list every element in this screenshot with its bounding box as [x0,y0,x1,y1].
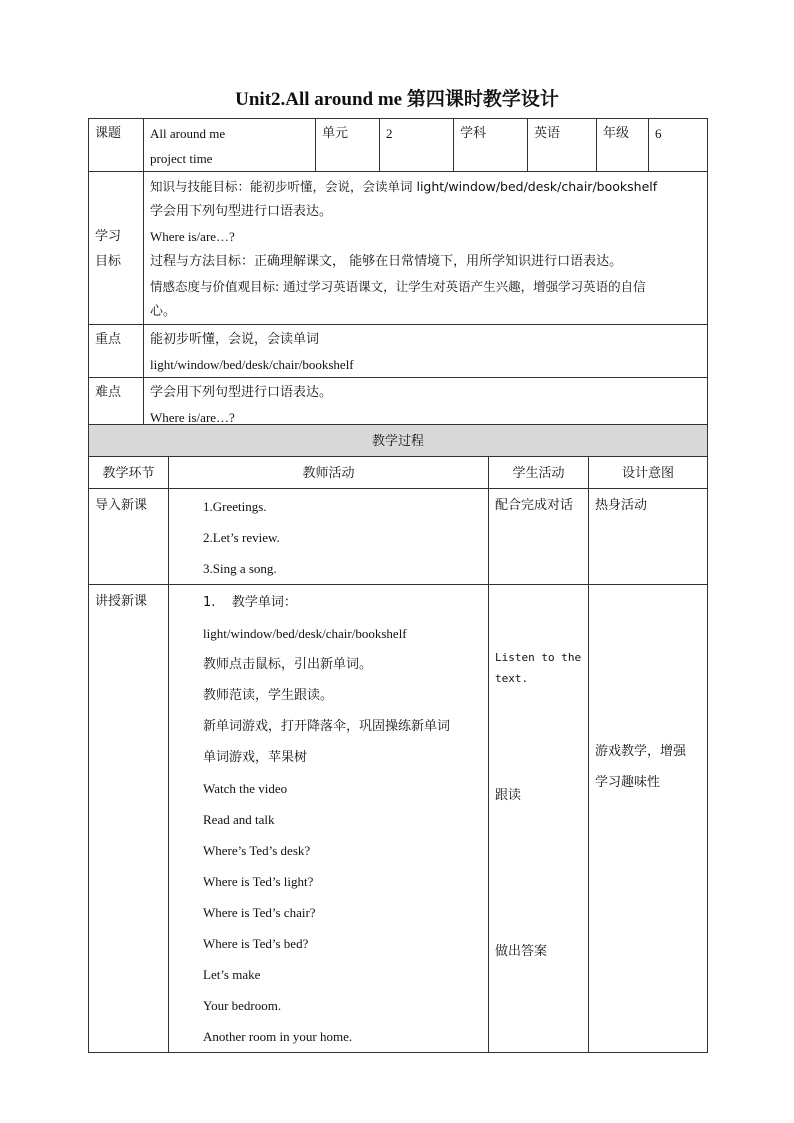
unit-label: 单元 [316,119,380,172]
key-points-line-2: light/window/bed/desk/chair/bookshelf [150,357,354,372]
teaching-step: light/window/bed/desk/chair/bookshelf [203,626,407,641]
teaching-step: Read and talk [203,812,275,827]
teaching-step: Where’s Ted’s desk? [203,843,311,858]
teaching-step: Where is Ted’s chair? [203,905,316,920]
purpose-line-2: 学习趣味性 [595,775,661,790]
goals-label [89,172,144,325]
difficulties-content [144,378,708,431]
process-header-row [89,457,708,489]
teaching-row [89,585,708,1053]
goals-content [144,172,708,325]
difficulties-line-2: Where is/are…? [150,410,235,425]
header-teacher: 教师活动 [169,457,489,489]
key-points-line-1: 能初步听懂，会说，会读单词 [150,332,320,347]
teaching-purpose [589,585,708,1053]
teaching-teacher [169,585,489,1053]
topic-value [144,119,316,172]
teaching-step: Where is Ted’s light? [203,874,314,889]
header-stage: 教学环节 [89,457,169,489]
intro-step: 2.Let’s review. [203,530,280,545]
subject-value: 英语 [528,119,597,172]
teaching-step: 单词游戏，苹果树 [203,750,308,765]
goal-line: 情感态度与价值观目标: 通过学习英语课文，让学生对英语产生兴趣，增强学习英语的自信 [150,279,646,294]
goals-label-line-1: 学习 [95,229,122,244]
topic-line-2: project time [150,151,213,166]
goal-line: 知识与技能目标：能初步听懂，会说，会读单词 light/window/bed/desk/chair/bookshelf [150,179,658,194]
intro-student: 配合完成对话 [489,489,589,585]
teaching-stage: 讲授新课 [89,585,169,1053]
subject-label: 学科 [454,119,528,172]
header-purpose: 设计意图 [589,457,708,489]
goal-line: 心。 [150,304,177,319]
key-points-label: 重点 [89,325,144,378]
process-section-title: 教学过程 [89,425,708,457]
teaching-step: 新单词游戏，打开降落伞，巩固操练新单词 [203,719,451,734]
intro-purpose: 热身活动 [589,489,708,585]
teaching-step: 1. 教学单词： [203,595,297,610]
difficulties-row [89,378,708,431]
topic-row [89,119,708,172]
process-table [88,424,708,1053]
teaching-step: Another room in your home. [203,1029,353,1044]
teaching-step: Let’s make [203,967,261,982]
teaching-step: Your bedroom. [203,998,282,1013]
student-listen: Listen to the text. [495,651,582,685]
student-answer: 做出答案 [495,944,548,959]
intro-stage: 导入新课 [89,489,169,585]
grade-value: 6 [649,119,708,172]
grade-label: 年级 [597,119,649,172]
teaching-step: 教师范读，学生跟读。 [203,688,334,703]
teaching-student [489,585,589,1053]
purpose-line-1: 游戏教学，增强 [595,744,687,759]
goals-row [89,172,708,325]
goal-line: Where is/are…? [150,229,235,244]
goal-line: 学会用下列句型进行口语表达。 [150,204,333,219]
lesson-info-table [88,118,708,431]
intro-teacher [169,489,489,585]
teaching-step: Watch the video [203,781,288,796]
key-points-content [144,325,708,378]
intro-step: 3.Sing a song. [203,561,277,576]
key-points-row [89,325,708,378]
unit-value: 2 [380,119,454,172]
teaching-step: 教师点击鼠标，引出新单词。 [203,657,373,672]
student-follow-read: 跟读 [495,788,522,803]
difficulties-label: 难点 [89,378,144,431]
difficulties-line-1: 学会用下列句型进行口语表达。 [150,385,333,400]
teaching-step: Where is Ted’s bed? [203,936,309,951]
header-student: 学生活动 [489,457,589,489]
goal-line: 过程与方法目标：正确理解课文， 能够在日常情境下，用所学知识进行口语表达。 [150,254,623,269]
topic-line-1: All around me [150,126,226,141]
topic-label: 课题 [89,119,144,172]
process-section-row [89,425,708,457]
page-title: Unit2.All around me 第四课时教学设计 [235,89,559,110]
intro-row [89,489,708,585]
intro-step: 1.Greetings. [203,499,267,514]
goals-label-line-2: 目标 [95,254,122,269]
